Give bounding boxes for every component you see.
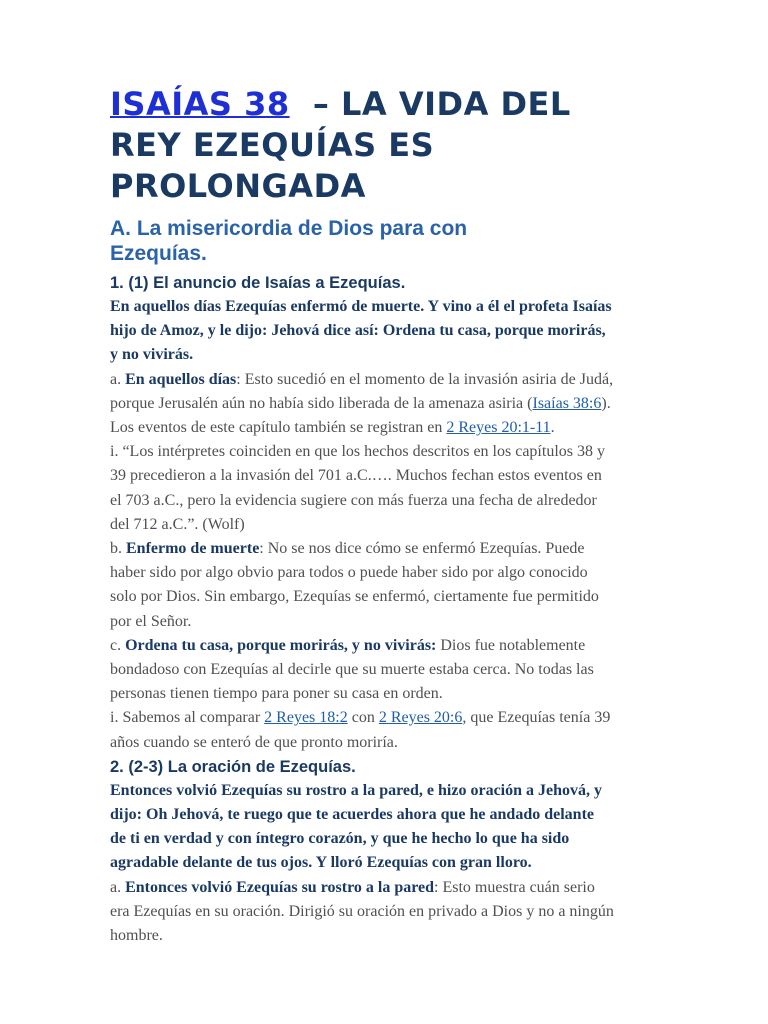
verse-1-line: En aquellos días Ezequías enfermó de muerte. Y vino a él el profeta Isaías [110, 298, 612, 315]
point-label: b. [110, 540, 122, 558]
2-reyes-20-6-link[interactable]: 2 Reyes 20:6 [378, 709, 463, 727]
point-2a-text: hombre. [110, 927, 163, 945]
quote-line: el 703 a.C., pero la evidencia sugiere con más fuerza una fecha de alrededor [110, 491, 597, 509]
point-a-text: porque Jerusalén aún no había sido liberada de la amenaza asiria ( [110, 394, 533, 412]
title-line-2: REY EZEQUÍAS ES [110, 126, 435, 164]
point-a-text: Los eventos de este capítulo también se registran en [110, 419, 447, 437]
quote-line: 39 precedieron a la invasión del 701 a.C.…. Muchos fechan estos eventos en [110, 467, 602, 485]
point-a-quote [110, 440, 728, 537]
point-b-text: haber sido por algo obvio para todos o puede haber sido por algo conocido [110, 564, 588, 582]
point-b-text: : No se nos dice cómo se enfermó Ezequías. Puede [259, 540, 585, 558]
verse-2-line: de ti en verdad y con íntegro corazón, y que he hecho lo que ha sido [110, 830, 570, 848]
2-reyes-20-1-11-link[interactable]: 2 Reyes 20:1-11 [446, 419, 551, 437]
2-reyes-18-2-link[interactable]: 2 Reyes 18:2 [264, 709, 348, 727]
subsection-1-heading: 1. (1) El anuncio de Isaías a Ezequías. [110, 274, 406, 292]
section-a-line-1: A. La misericordia de Dios para con [110, 217, 468, 240]
point-b-text: por el Señor. [110, 612, 192, 630]
point-2a [110, 876, 728, 949]
verse-2 [110, 779, 728, 876]
quote-line: del 712 a.C.”. (Wolf) [110, 515, 245, 533]
point-a-text: . [550, 419, 555, 437]
verse-1-line: y no vivirás. [110, 346, 194, 364]
section-a-line-2: Ezequías. [110, 242, 207, 265]
title-link[interactable]: ISAÍAS 38 [110, 85, 290, 123]
point-a-text: ). [601, 394, 611, 412]
note-text: con [347, 709, 379, 727]
note-text: , que Ezequías tenía 39 [462, 709, 611, 727]
verse-2-line: agradable delante de tus ojos. Y lloró Ezequías con gran lloro. [110, 854, 532, 872]
note-text: años cuando se enteró de que pronto moriría. [110, 733, 398, 751]
point-a-keyword: En aquellos días [125, 370, 237, 388]
verse-1 [110, 295, 728, 368]
page-title [110, 84, 728, 207]
point-c-note [110, 706, 728, 754]
isaias-38-6-link[interactable]: Isaías 38:6 [532, 394, 602, 412]
verse-2-line: dijo: Oh Jehová, te ruego que te acuerdes ahora que he andado delante [110, 806, 594, 824]
subsection-2-heading: 2. (2-3) La oración de Ezequías. [110, 757, 356, 776]
point-2a-text: era Ezequías en su oración. Dirigió su oración en privado a Dios y no a ningún [110, 902, 614, 920]
point-b-text: solo por Dios. Sin embargo, Ezequías se enfermó, ciertamente fue permitido [110, 588, 599, 606]
point-2a-text: : Esto muestra cuán serio [434, 878, 595, 896]
point-a [110, 368, 728, 441]
point-label: c. [110, 636, 122, 654]
verse-2-line: Entonces volvió Ezequías su rostro a la pared, e hizo oración a Jehová, y [110, 781, 603, 799]
point-a-text: : Esto sucedió en el momento de la invasión asiria de Judá, [236, 370, 614, 388]
point-c [110, 634, 728, 707]
point-c-text: bondadoso con Ezequías al decirle que su muerte estaba cerca. No todas las [110, 661, 594, 679]
quote-line: i. “Los intérpretes coinciden en que los hechos descritos en los capítulos 38 y [110, 443, 605, 461]
point-2a-keyword: Entonces volvió Ezequías su rostro a la pared [125, 878, 435, 896]
point-c-keyword: Ordena tu casa, porque morirás, y no vivirás: [125, 636, 437, 654]
title-line-1: – LA VIDA DEL [312, 85, 571, 123]
title-line-3: PROLONGADA [110, 167, 366, 205]
point-label: a. [110, 370, 122, 388]
section-a-heading [110, 216, 728, 266]
point-label: a. [110, 878, 122, 896]
point-c-text: personas tienen tiempo para poner su casa en orden. [110, 685, 443, 703]
note-text: i. Sabemos al comparar [110, 709, 265, 727]
point-b-keyword: Enfermo de muerte [126, 540, 260, 558]
point-c-text: Dios fue notablemente [436, 636, 586, 654]
verse-1-line: hijo de Amoz, y le dijo: Jehová dice así: Ordena tu casa, porque morirás, [110, 322, 606, 340]
point-b [110, 537, 728, 634]
